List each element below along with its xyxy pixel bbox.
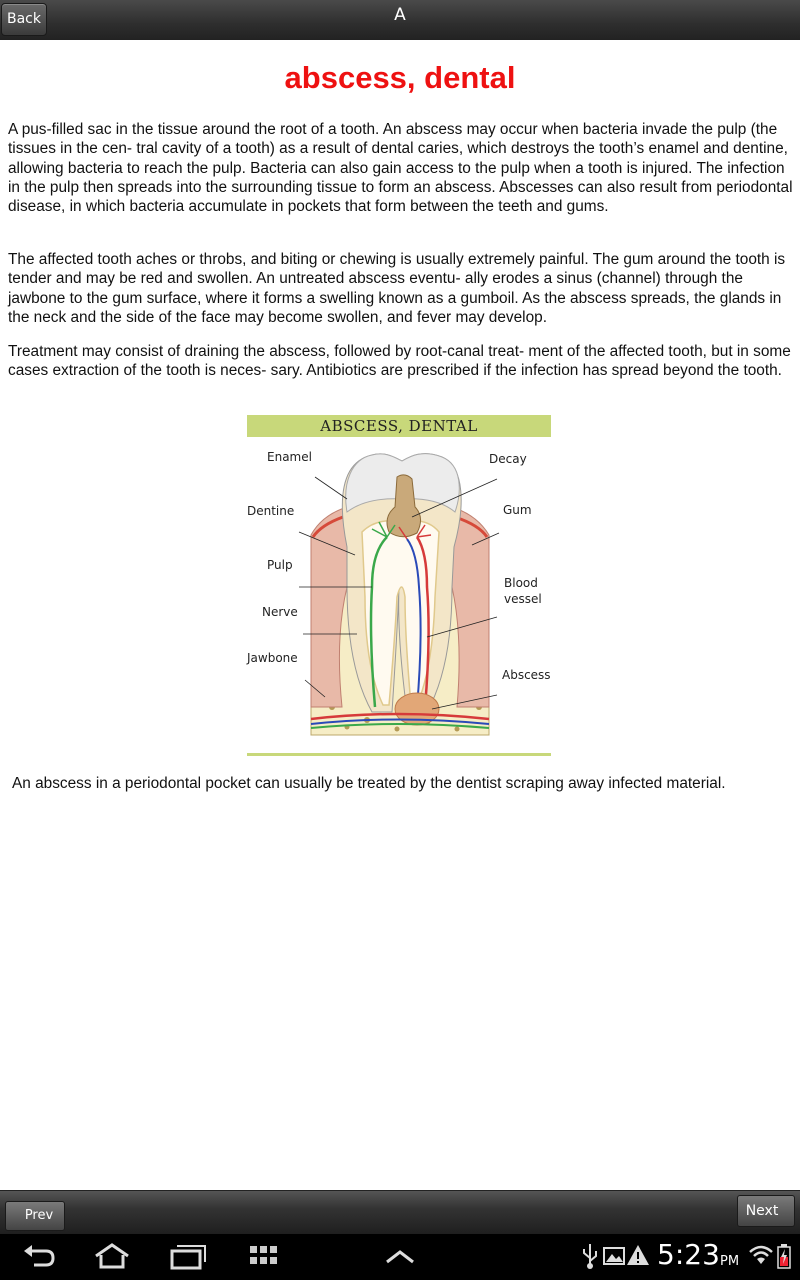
clock-ampm: PM	[720, 1254, 740, 1269]
battery-icon	[776, 1242, 792, 1270]
label-nerve: Nerve	[262, 605, 298, 619]
top-bar-title: A	[394, 5, 406, 25]
grid-icon[interactable]	[248, 1242, 280, 1270]
top-bar	[0, 0, 800, 41]
label-dentine: Dentine	[247, 504, 295, 518]
prev-button[interactable]: Prev	[5, 1201, 65, 1231]
label-pulp: Pulp	[267, 558, 293, 572]
warning-icon	[626, 1242, 650, 1270]
article-content[interactable]	[0, 40, 800, 1190]
label-decay: Decay	[489, 452, 527, 466]
figure-header: ABSCESS, DENTAL	[247, 415, 551, 437]
usb-icon	[580, 1242, 600, 1270]
home-icon[interactable]	[92, 1242, 132, 1270]
up-chevron-icon[interactable]	[384, 1242, 416, 1270]
figure-bottom-rule	[247, 753, 551, 756]
page-title: abscess, dental	[284, 60, 516, 95]
system-bar	[0, 1234, 800, 1280]
label-gum: Gum	[503, 503, 532, 517]
dental-abscess-figure	[247, 415, 551, 757]
article-paragraph: A pus-filled sac in the tissue around the root of a tooth. An abscess may occur when bacteria invade the pulp (the tissues in the cen- tral cavity of a tooth) as a result of dental caries, which destroys the tooth’s enamel and dentine, allowing bacteria to reach the pulp. Bacteria can also gain access to the pulp when a tooth is injured. The infection in the pulp then spreads into the surrounding tissue to form an abscess. Abscesses can also result from periodontal disease, in which bacteria accumulate in pockets that form between the teeth and gums.	[8, 121, 793, 216]
back-nav-icon[interactable]	[22, 1242, 56, 1270]
label-blood-vessel-line1: Blood	[504, 576, 538, 590]
recent-apps-icon[interactable]	[168, 1242, 208, 1270]
next-button[interactable]: Next	[737, 1195, 795, 1227]
wifi-icon	[748, 1242, 774, 1270]
label-enamel: Enamel	[267, 450, 312, 464]
label-abscess: Abscess	[502, 668, 551, 682]
bottom-nav-bar	[0, 1190, 800, 1235]
label-blood-vessel-line2: vessel	[504, 592, 542, 606]
label-jawbone: Jawbone	[247, 651, 298, 665]
article-caption: An abscess in a periodontal pocket can usually be treated by the dentist scraping away infected material.	[12, 775, 726, 792]
clock-time: 5:23	[657, 1238, 720, 1271]
article-paragraph: The affected tooth aches or throbs, and biting or chewing is usually extremely painful. The gum around the tooth is tender and may be red and swollen. An untreated abscess eventu- ally erodes a sinus (channel) through the jawbone to the gum surface, where it forms a swelling known as a gumboil. As the abscess spreads, the glands in the neck and the side of the face may become swollen, and fever may develop.	[8, 251, 786, 326]
article-paragraph: Treatment may consist of draining the abscess, followed by root-canal treat- ment of the affected tooth, but in some cases extraction of the tooth is neces- sary. Antibiotics are prescribed if the infection has spread beyond the tooth.	[8, 343, 791, 380]
image-icon	[602, 1242, 626, 1270]
back-button[interactable]: Back	[1, 3, 47, 36]
